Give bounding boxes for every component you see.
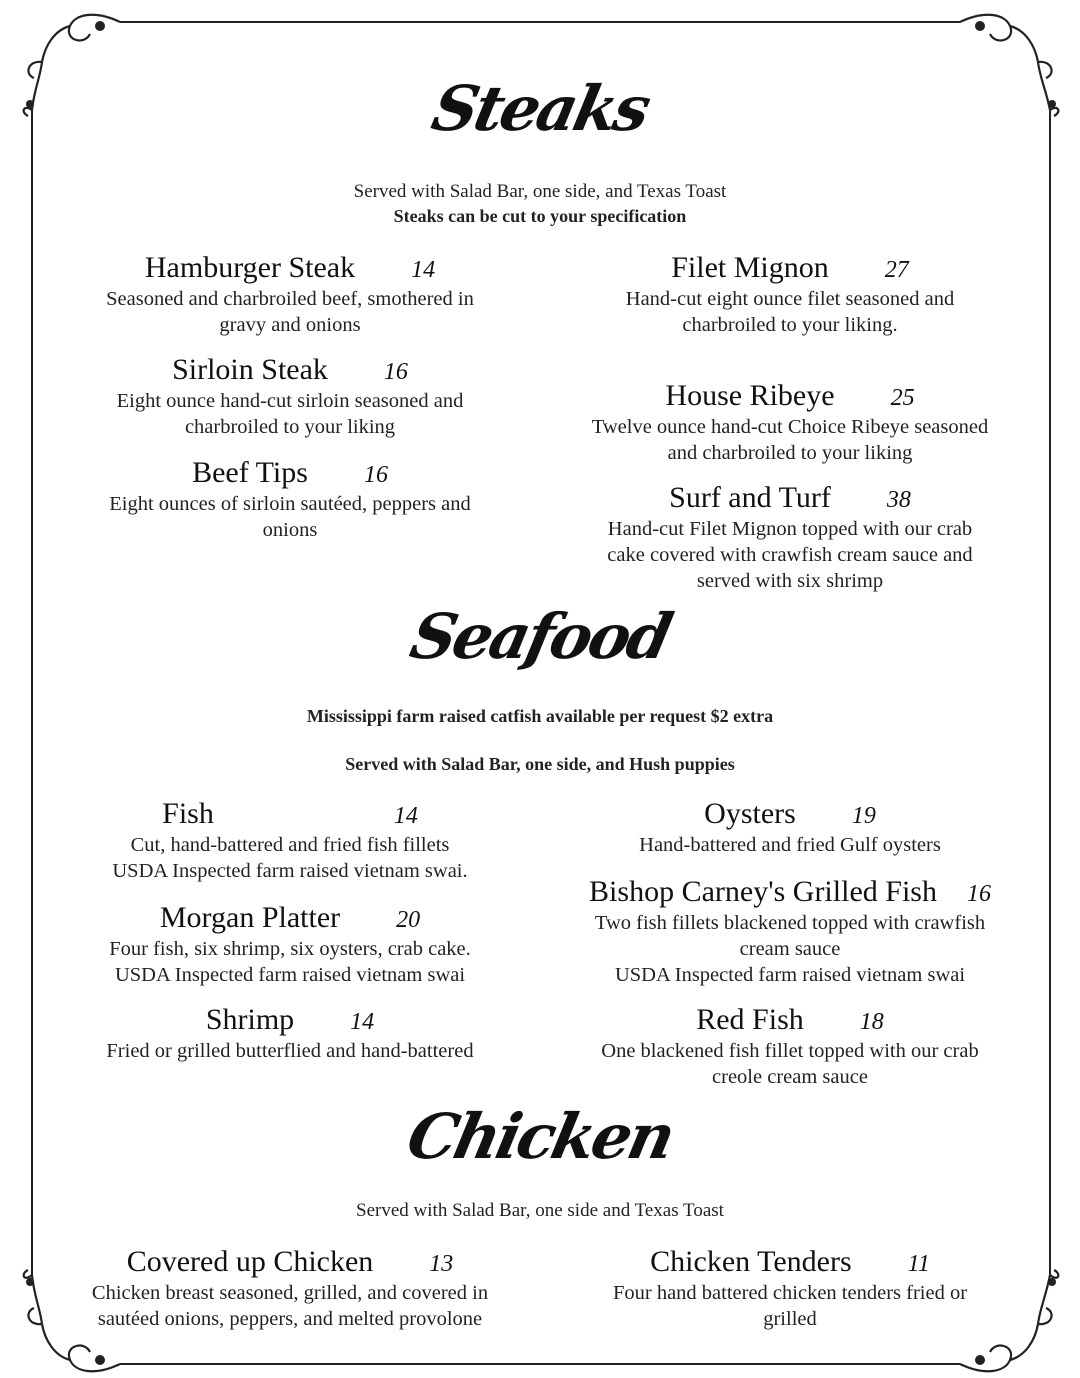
item-desc-line: Cut, hand-battered and fried fish fillets — [130, 834, 450, 856]
item-desc-line: cake covered with crawfish cream sauce and — [607, 544, 973, 566]
seafood-note-sides: Served with Salad Bar, one side, and Hush puppies — [345, 754, 735, 774]
item-name: House Ribeye — [665, 379, 835, 412]
item-name: Fish — [162, 797, 214, 830]
menu-item-bishop-carneys-grilled-fish — [560, 876, 1020, 988]
item-price: 18 — [859, 1009, 884, 1035]
item-desc-line: Four fish, six shrimp, six oysters, crab cake. — [109, 938, 471, 960]
item-name: Hamburger Steak — [144, 251, 356, 284]
item-name: Chicken Tenders — [650, 1245, 852, 1278]
item-desc-line: Eight ounce hand-cut sirloin seasoned and — [116, 390, 464, 412]
item-desc-line: charbroiled to your liking — [184, 416, 396, 438]
menu-item-morgan-platter — [60, 902, 520, 988]
item-price: 25 — [890, 385, 915, 411]
menu-item-sirloin-steak — [60, 354, 520, 440]
menu-item-shrimp — [60, 1004, 520, 1064]
menu-item-covered-up-chicken — [50, 1246, 530, 1332]
item-name: Morgan Platter — [159, 901, 341, 934]
item-name: Shrimp — [205, 1003, 295, 1036]
item-desc-line: creole cream sauce — [712, 1066, 868, 1088]
item-price: 11 — [907, 1251, 930, 1277]
item-price: 20 — [396, 907, 421, 933]
steaks-heading: Steaks — [425, 72, 655, 145]
item-price: 19 — [851, 803, 876, 829]
item-desc-line: served with six shrimp — [696, 570, 884, 592]
item-name: Filet Mignon — [671, 251, 829, 284]
item-desc-line: sautéed onions, peppers, and melted provolone — [97, 1308, 483, 1330]
item-desc-line: Twelve ounce hand-cut Choice Ribeye seasoned — [591, 416, 989, 438]
menu-item-hamburger-steak — [60, 252, 520, 338]
item-desc-line: Chicken breast seasoned, grilled, and covered in — [91, 1282, 489, 1304]
item-desc-line: One blackened fish fillet topped with our crab — [601, 1040, 979, 1062]
item-desc-line: USDA Inspected farm raised vietnam swai — [114, 964, 466, 986]
item-desc-line: charbroiled to your liking. — [682, 314, 898, 336]
item-name: Bishop Carney's Grilled Fish — [589, 875, 937, 908]
item-name: Beef Tips — [192, 456, 308, 489]
item-desc-line: USDA Inspected farm raised vietnam swai. — [112, 860, 468, 882]
menu-item-surf-and-turf — [560, 482, 1020, 594]
item-desc-line: Eight ounces of sirloin sautéed, peppers and — [109, 493, 471, 515]
item-name: Surf and Turf — [669, 481, 831, 514]
item-name: Sirloin Steak — [172, 353, 328, 386]
item-desc-line: grilled — [763, 1308, 817, 1330]
item-desc-line: USDA Inspected farm raised vietnam swai — [614, 964, 966, 986]
item-price: 16 — [383, 359, 408, 385]
menu-item-red-fish — [560, 1004, 1020, 1090]
seafood-heading: Seafood — [404, 600, 676, 673]
steaks-note: Served with Salad Bar, one side, and Texas Toast — [353, 181, 727, 202]
item-price: 16 — [966, 881, 991, 907]
menu-item-house-ribeye — [560, 380, 1020, 466]
seafood-note-catfish: Mississippi farm raised catfish available per request $2 extra — [306, 706, 774, 726]
menu-item-oysters — [560, 798, 1020, 858]
item-price: 27 — [884, 257, 909, 283]
item-price: 14 — [393, 803, 418, 829]
item-desc-line: onions — [262, 519, 318, 541]
item-name: Covered up Chicken — [126, 1245, 374, 1278]
item-price: 38 — [886, 487, 911, 513]
steaks-note-bold: Steaks can be cut to your specification — [393, 206, 687, 226]
item-desc-line: Two fish fillets blackened topped with crawfish — [594, 912, 986, 934]
item-desc-line: Four hand battered chicken tenders fried or — [612, 1282, 968, 1304]
menu-item-beef-tips — [60, 457, 520, 543]
chicken-heading: Chicken — [401, 1100, 679, 1173]
item-name: Red Fish — [696, 1003, 804, 1036]
menu-item-filet-mignon — [560, 252, 1020, 338]
item-desc-line: Hand-cut Filet Mignon topped with our crab — [607, 518, 973, 540]
item-price: 13 — [429, 1251, 454, 1277]
item-desc-line: cream sauce — [739, 938, 841, 960]
chicken-note: Served with Salad Bar, one side and Texas Toast — [356, 1200, 724, 1221]
item-desc-line: Fried or grilled butterflied and hand-battered — [106, 1040, 474, 1062]
menu-item-fish — [60, 798, 520, 884]
item-desc-line: and charbroiled to your liking — [667, 442, 913, 464]
item-price: 14 — [350, 1009, 375, 1035]
item-name: Oysters — [704, 797, 796, 830]
item-desc-line: Hand-cut eight ounce filet seasoned and — [625, 288, 955, 310]
item-price: 16 — [363, 462, 388, 488]
item-desc-line: gravy and onions — [219, 314, 361, 336]
item-price: 14 — [411, 257, 436, 283]
item-desc-line: Seasoned and charbroiled beef, smothered in — [106, 288, 474, 310]
menu-item-chicken-tenders — [560, 1246, 1020, 1332]
item-desc-line: Hand-battered and fried Gulf oysters — [639, 834, 941, 856]
